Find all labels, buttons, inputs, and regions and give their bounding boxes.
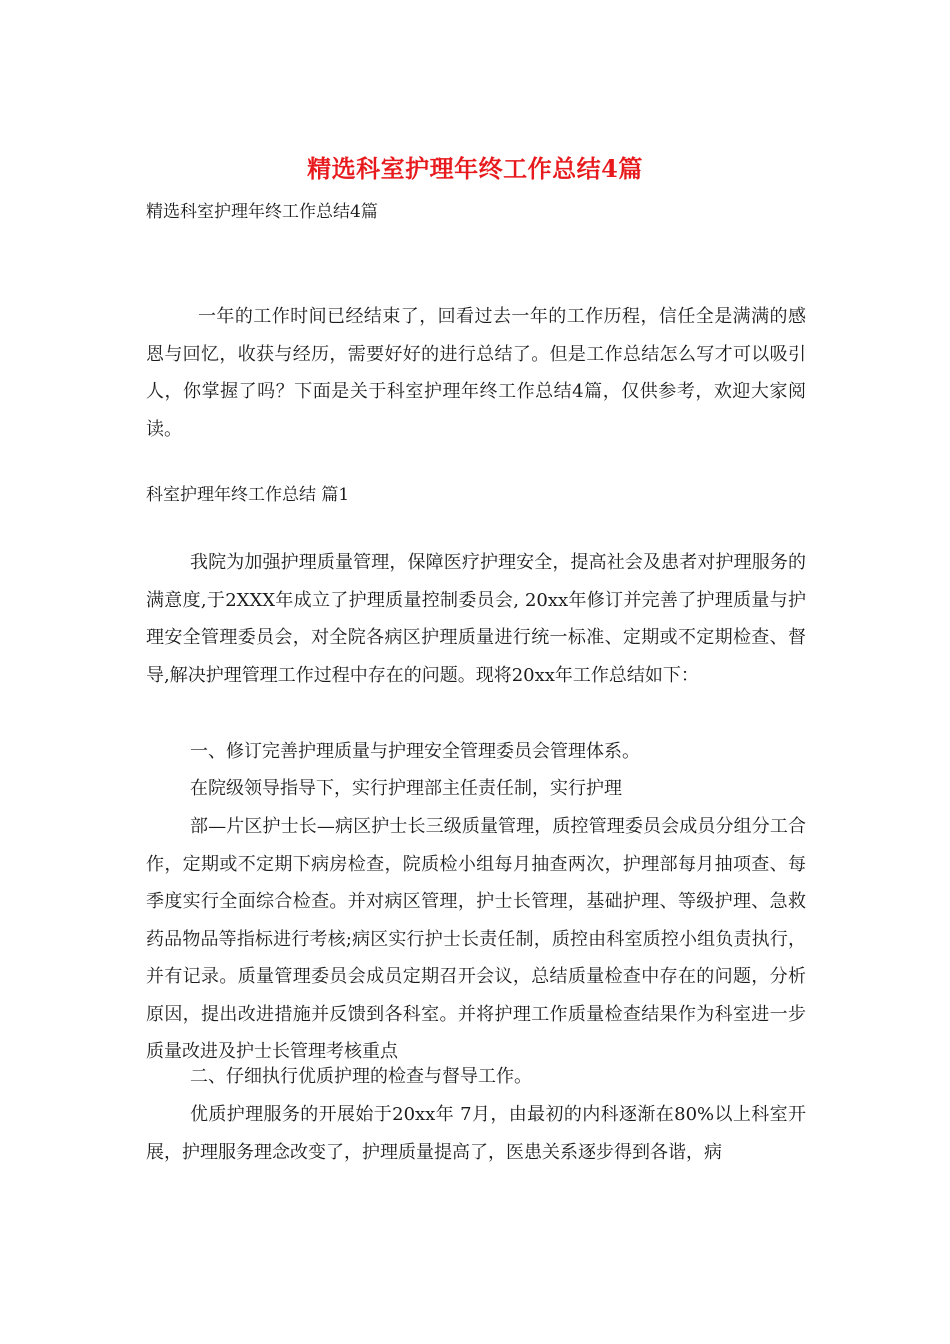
body-paragraph: 我院为加强护理质量管理，保障医疗护理安全，提高社会及患者对护理服务的满意度,于2XXX年成立了护理质量控制委员会, 20xx年修订并完善了护理质量与护理安全管理委员会，对全院各病区护理质量进行统一标准、定期或不定期检查、督导,解决护理管理工作过程中存在的问题。现将20xx年工作总结如下： bbox=[146, 552, 806, 686]
document-title: 精选科室护理年终工作总结4篇 bbox=[307, 154, 643, 183]
body-paragraph: 优质护理服务的开展始于20xx年 7月，由最初的内科逐渐在80%以上科室开展，护理服务理念改变了，护理质量提高了，医患关系逐步得到各谐，病 bbox=[146, 1104, 806, 1163]
body-paragraph: 在院级领导指导下，实行护理部主任责任制，实行护理 bbox=[190, 778, 622, 799]
list-item-heading: 一、修订完善护理质量与护理安全管理委员会管理体系。 bbox=[190, 741, 640, 762]
list-item-heading: 二、仔细执行优质护理的检查与督导工作。 bbox=[190, 1066, 532, 1087]
section-heading: 科室护理年终工作总结 篇1 bbox=[146, 485, 350, 505]
intro-paragraph: 一年的工作时间已经结束了，回看过去一年的工作历程，信任全是满满的感恩与回忆，收获与经历，需要好好的进行总结了。但是工作总结怎么写才可以吸引人，你掌握了吗？下面是关于科室护理年终工作总结4篇，仅供参考，欢迎大家阅读。 bbox=[146, 306, 806, 440]
body-paragraph: 部—片区护士长—病区护士长三级质量管理，质控管理委员会成员分组分工合作，定期或不定期下病房检查，院质检小组每月抽查两次，护理部每月抽项查、每季度实行全面综合检查。并对病区管理，护士长管理，基础护理、等级护理、急救药品物品等指标进行考核;病区实行护士长责任制，质控由科室质控小组负责执行，并有记录。质量管理委员会成员定期召开会议，总结质量检查中存在的问题，分析原因，提出改进措施并反馈到各科室。并将护理工作质量检查结果作为科室进一步质量改进及护士长管理考核重点 bbox=[146, 816, 806, 1062]
document-subtitle: 精选科室护理年终工作总结4篇 bbox=[146, 202, 378, 222]
